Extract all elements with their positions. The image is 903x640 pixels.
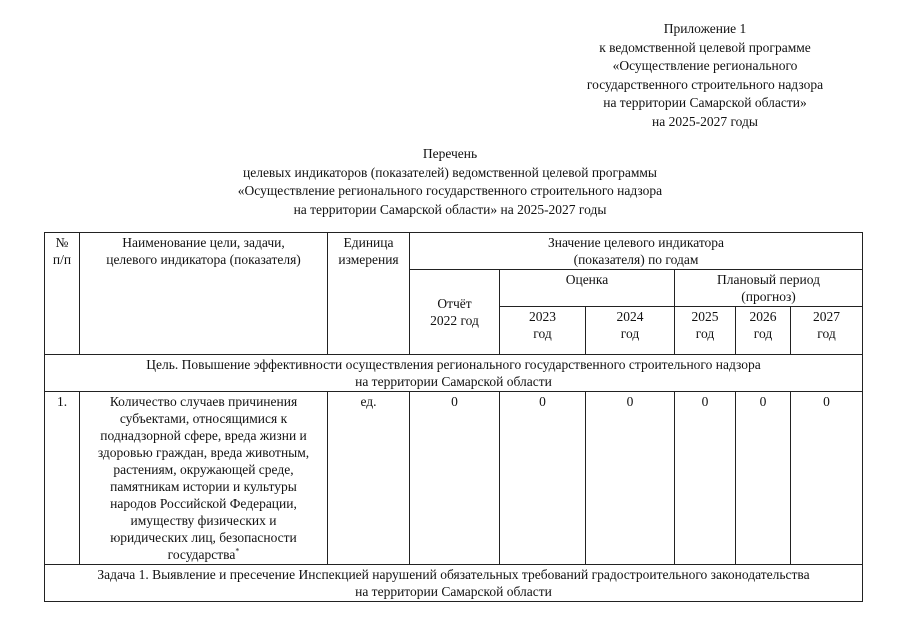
appendix-line: к ведомственной целевой программе: [599, 39, 811, 55]
value-2027: 0: [791, 392, 863, 565]
indicator-name-last-line: государства: [167, 547, 236, 562]
header-year-2023: 2023 год: [500, 307, 586, 355]
header-year-2026: 2026 год: [736, 307, 791, 355]
header-estimate: Оценка: [500, 270, 675, 307]
appendix-line: «Осуществление регионального: [612, 58, 798, 73]
value-2022: 0: [410, 392, 500, 565]
value-2024: 0: [586, 392, 675, 565]
title-line: целевых индикаторов (показателей) ведомственной целевой программы: [242, 164, 657, 180]
value-2025: 0: [675, 392, 736, 565]
value-2026: 0: [736, 392, 791, 565]
appendix-line: на территории Самарской области»: [603, 95, 807, 110]
header-year-2025: 2025 год: [675, 307, 736, 355]
header-report-2022: Отчёт 2022 год: [410, 270, 500, 355]
row-num: 1.: [45, 392, 80, 565]
header-plan-period: Плановый период (прогноз): [675, 270, 863, 307]
appendix-block: [560, 20, 850, 131]
title-line: Перечень: [422, 146, 478, 161]
footnote-mark: *: [235, 546, 240, 556]
goal-row: Цель. Повышение эффективности осуществления регионального государственного строительного надзора на территории Самарской области: [45, 355, 863, 392]
header-values: Значение целевого индикатора (показателя) по годам: [410, 233, 863, 270]
indicator-name: Количество случаев причинения субъектами, относящимися к поднадзорной сфере, вреда жизни и здоровью граждан, вреда животным, растениям, окружающей среде, памятникам истории и культуры народов Российской Федерации, имуществу физических и юридических лиц, безопасности государства*: [80, 392, 328, 565]
header-year-2024: 2024 год: [586, 307, 675, 355]
indicators-table: [44, 232, 863, 602]
appendix-line: государственного строительного надзора: [586, 76, 824, 92]
table-row: [45, 392, 863, 565]
task-row: Задача 1. Выявление и пресечение Инспекцией нарушений обязательных требований градостроительного законодательства на территории Самарской области: [45, 565, 863, 602]
document-title: [150, 145, 750, 219]
header-num: № п/п: [45, 233, 80, 355]
header-year-2027: 2027 год: [791, 307, 863, 355]
unit-value: ед.: [328, 392, 410, 565]
title-line: на территории Самарской области» на 2025-2027 годы: [293, 201, 607, 217]
header-unit: Единица измерения: [328, 233, 410, 355]
header-name: Наименование цели, задачи, целевого индикатора (показателя): [80, 233, 328, 355]
value-2023: 0: [500, 392, 586, 565]
title-line: «Осуществление регионального государственного строительного надзора: [237, 183, 663, 198]
appendix-line: на 2025-2027 годы: [652, 113, 758, 129]
appendix-line: Приложение 1: [663, 21, 747, 36]
